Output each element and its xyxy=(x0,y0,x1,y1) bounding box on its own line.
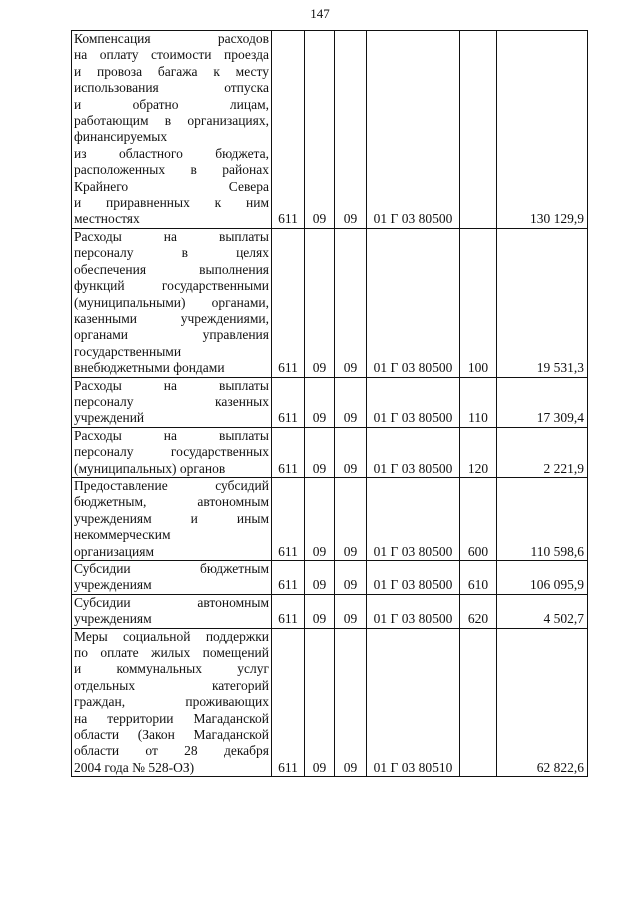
expense-name-line: 2004 года № 528-ОЗ) xyxy=(74,759,195,775)
expense-name-line: и провоза багажа к месту xyxy=(74,63,269,79)
expense-name-line: и приравненных к ним xyxy=(74,195,269,211)
subsection-code-cell: 09 xyxy=(335,377,367,427)
table-row xyxy=(72,377,588,427)
expense-name-line: Предоставление субсидий xyxy=(74,477,269,493)
expense-name-line: казенными учреждениями, xyxy=(74,310,269,326)
expense-name-line: учреждениям и иным xyxy=(74,510,269,526)
amount-cell: 62 822,6 xyxy=(497,628,588,777)
target-item-code-cell: 01 Г 03 80500 xyxy=(367,477,460,560)
expense-name-cell xyxy=(72,477,272,560)
ministry-code-cell: 611 xyxy=(272,427,305,477)
expense-name-line: Субсидии бюджетным xyxy=(74,561,269,576)
table-body xyxy=(72,31,588,777)
expense-name-cell xyxy=(72,31,272,229)
table-row xyxy=(72,228,588,377)
table-row xyxy=(72,561,588,595)
section-code-cell: 09 xyxy=(305,594,335,628)
expense-type-code-cell xyxy=(460,31,497,229)
section-code-cell: 09 xyxy=(305,228,335,377)
budget-table xyxy=(71,30,588,777)
expense-type-code-cell: 610 xyxy=(460,561,497,595)
expense-name-line: персоналу в целях xyxy=(74,245,269,261)
ministry-code-cell: 611 xyxy=(272,594,305,628)
expense-name-line: граждан, проживающих xyxy=(74,694,269,710)
section-code-cell: 09 xyxy=(305,31,335,229)
expense-name-line: из областного бюджета, xyxy=(74,145,269,161)
target-item-code-cell: 01 Г 03 80500 xyxy=(367,427,460,477)
expense-name-line: местностях xyxy=(74,211,140,227)
expense-name-line: области (Закон Магаданской xyxy=(74,727,269,743)
expense-type-code-cell: 120 xyxy=(460,427,497,477)
expense-name-line: на оплату стоимости проезда xyxy=(74,47,269,63)
expense-name-line: Расходы на выплаты xyxy=(74,228,269,244)
expense-name-cell xyxy=(72,561,272,595)
expense-name-cell xyxy=(72,594,272,628)
expense-name-line: функций государственными xyxy=(74,278,269,294)
expense-name-line: Субсидии автономным xyxy=(74,594,269,610)
amount-cell: 17 309,4 xyxy=(497,377,588,427)
section-code-cell: 09 xyxy=(305,561,335,595)
expense-name-cell xyxy=(72,427,272,477)
amount-cell: 2 221,9 xyxy=(497,427,588,477)
expense-name-line: бюджетным, автономным xyxy=(74,494,269,510)
expense-name-line: использования отпуска xyxy=(74,80,269,96)
expense-name-line: (муниципальными) органами, xyxy=(74,294,269,310)
subsection-code-cell: 09 xyxy=(335,594,367,628)
target-item-code-cell: 01 Г 03 80500 xyxy=(367,377,460,427)
expense-name-line: работающим в организациях, xyxy=(74,113,269,129)
table-row xyxy=(72,594,588,628)
amount-cell: 4 502,7 xyxy=(497,594,588,628)
expense-name-cell xyxy=(72,228,272,377)
expense-name-line: Расходы на выплаты xyxy=(74,377,269,393)
ministry-code-cell: 611 xyxy=(272,628,305,777)
expense-name-line: внебюджетными фондами xyxy=(74,360,225,376)
expense-name-cell xyxy=(72,628,272,777)
expense-name-line: некоммерческим xyxy=(74,527,171,543)
expense-name-line: государственными xyxy=(74,343,182,359)
expense-name-line: расположенных в районах xyxy=(74,162,269,178)
expense-type-code-cell: 100 xyxy=(460,228,497,377)
expense-name-line: и обратно лицам, xyxy=(74,96,269,112)
target-item-code-cell: 01 Г 03 80500 xyxy=(367,228,460,377)
expense-name-cell xyxy=(72,377,272,427)
ministry-code-cell: 611 xyxy=(272,31,305,229)
expense-name-line: учреждениям xyxy=(74,611,152,627)
table-row xyxy=(72,31,588,229)
expense-name-line: учреждениям xyxy=(74,577,152,593)
amount-cell: 19 531,3 xyxy=(497,228,588,377)
expense-name-line: Компенсация расходов xyxy=(74,31,269,46)
amount-cell: 110 598,6 xyxy=(497,477,588,560)
target-item-code-cell: 01 Г 03 80500 xyxy=(367,561,460,595)
ministry-code-cell: 611 xyxy=(272,228,305,377)
expense-type-code-cell xyxy=(460,628,497,777)
subsection-code-cell: 09 xyxy=(335,228,367,377)
subsection-code-cell: 09 xyxy=(335,427,367,477)
table-row xyxy=(72,628,588,777)
expense-name-line: на территории Магаданской xyxy=(74,710,269,726)
expense-type-code-cell: 110 xyxy=(460,377,497,427)
section-code-cell: 09 xyxy=(305,628,335,777)
expense-name-line: организациям xyxy=(74,543,155,559)
target-item-code-cell: 01 Г 03 80500 xyxy=(367,594,460,628)
expense-name-line: персоналу государственных xyxy=(74,444,269,460)
expense-name-line: Крайнего Севера xyxy=(74,178,269,194)
expense-name-line: по оплате жилых помещений xyxy=(74,645,269,661)
subsection-code-cell: 09 xyxy=(335,628,367,777)
expense-name-line: Меры социальной поддержки xyxy=(74,628,269,644)
ministry-code-cell: 611 xyxy=(272,561,305,595)
page-number: 147 xyxy=(310,6,330,21)
table-row xyxy=(72,477,588,560)
expense-name-line: и коммунальных услуг xyxy=(74,661,269,677)
expense-name-line: финансируемых xyxy=(74,129,168,145)
expense-name-line: отдельных категорий xyxy=(74,677,269,693)
subsection-code-cell: 09 xyxy=(335,477,367,560)
subsection-code-cell: 09 xyxy=(335,31,367,229)
ministry-code-cell: 611 xyxy=(272,477,305,560)
amount-cell: 106 095,9 xyxy=(497,561,588,595)
ministry-code-cell: 611 xyxy=(272,377,305,427)
table-row xyxy=(72,427,588,477)
amount-cell: 130 129,9 xyxy=(497,31,588,229)
expense-type-code-cell: 600 xyxy=(460,477,497,560)
section-code-cell: 09 xyxy=(305,377,335,427)
target-item-code-cell: 01 Г 03 80510 xyxy=(367,628,460,777)
expense-name-line: обеспечения выполнения xyxy=(74,261,269,277)
section-code-cell: 09 xyxy=(305,427,335,477)
target-item-code-cell: 01 Г 03 80500 xyxy=(367,31,460,229)
subsection-code-cell: 09 xyxy=(335,561,367,595)
expense-name-line: органами управления xyxy=(74,327,269,343)
expense-name-line: (муниципальных) органов xyxy=(74,460,226,476)
expense-name-line: персоналу казенных xyxy=(74,393,269,409)
expense-name-line: Расходы на выплаты xyxy=(74,427,269,443)
expense-type-code-cell: 620 xyxy=(460,594,497,628)
section-code-cell: 09 xyxy=(305,477,335,560)
expense-name-line: области от 28 декабря xyxy=(74,743,269,759)
expense-name-line: учреждений xyxy=(74,410,145,426)
